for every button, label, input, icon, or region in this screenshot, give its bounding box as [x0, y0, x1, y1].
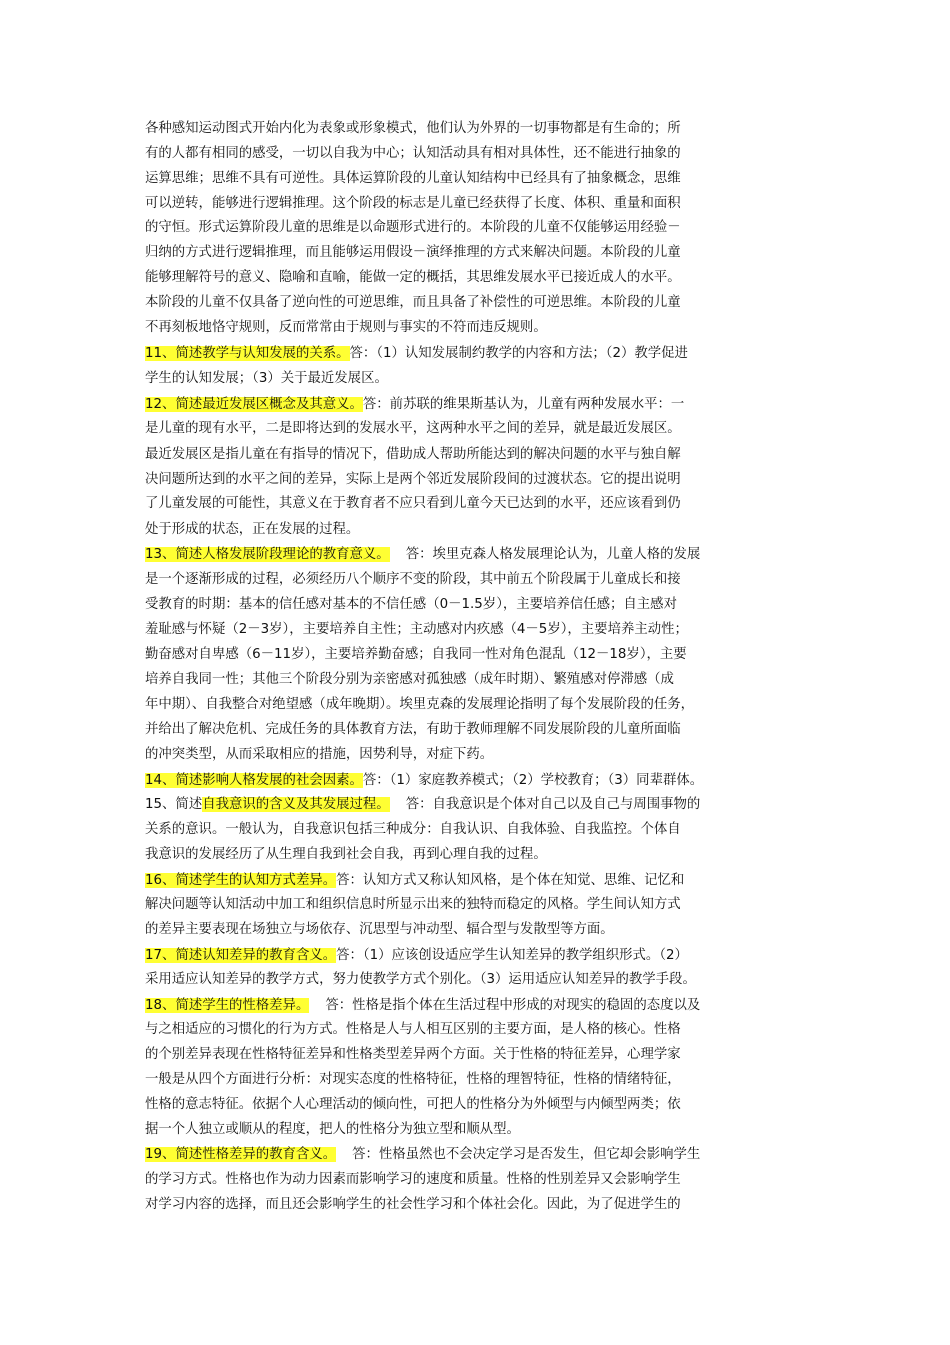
- answer-text: 答：自我意识是个体对自己以及自己与周围事物的: [405, 797, 701, 812]
- question-title: 简述学生的认知方式差异。: [175, 873, 337, 888]
- answer-text: 答：前苏联的维果斯基认为，儿童有两种发展水平：一: [362, 397, 685, 412]
- question-15: [145, 796, 810, 814]
- question-number: 18、: [145, 998, 176, 1013]
- question-14: [145, 772, 810, 790]
- question-title: 自我意识的含义及其发展过程。: [202, 797, 390, 812]
- text-line: 是一个逐渐形成的过程，必须经历八个顺序不变的阶段，其中前五个阶段属于儿童成长和接: [145, 572, 681, 587]
- question-17: [145, 947, 810, 965]
- question-title: 简述学生的性格差异。: [175, 998, 310, 1013]
- text-line: 并给出了解决危机、完成任务的具体教育方法，有助于教师理解不同发展阶段的儿童所面临: [145, 722, 681, 737]
- question-11: [145, 345, 810, 363]
- answer-text: 答：性格是指个体在生活过程中形成的对现实的稳固的态度以及: [325, 998, 701, 1013]
- question-16: [145, 872, 810, 890]
- text-line: 有的人都有相同的感受，一切以自我为中心；认知活动具有相对具体性，还不能进行抽象的: [145, 146, 681, 161]
- text-line: 据一个人独立或顺从的程度，把人的性格分为独立型和顺从型。: [145, 1122, 520, 1137]
- text-line: 一般是从四个方面进行分析：对现实态度的性格特征，性格的理智特征，性格的情绪特征，: [145, 1072, 681, 1087]
- text-line: 勤奋感对自卑感（6－11岁），主要培养勤奋感；自我同一性对角色混乱（12－18岁），主要: [145, 647, 687, 662]
- text-line: 归纳的方式进行逻辑推理，而且能够运用假设－演绎推理的方式来解决问题。本阶段的儿童: [145, 245, 681, 260]
- question-number: 17、: [145, 948, 176, 963]
- question-12: [145, 396, 810, 414]
- text-line: 是儿童的现有水平，二是即将达到的发展水平，这两种水平之间的差异，就是最近发展区。: [145, 421, 681, 436]
- answer-text: 答：（1）认知发展制约教学的内容和方法；（2）教学促进: [349, 346, 688, 361]
- text-line: 可以逆转，能够进行逻辑推理。这个阶段的标志是儿童已经获得了长度、体积、重量和面积: [145, 196, 681, 211]
- text-line: 学生的认知发展；（3）关于最近发展区。: [145, 371, 388, 386]
- answer-text: 答：认知方式又称认知风格，是个体在知觉、思维、记忆和: [336, 873, 685, 888]
- question-number: 14、: [145, 773, 176, 788]
- question-number: 15、简述: [145, 797, 203, 812]
- question-number: 13、: [145, 547, 176, 562]
- text-line: 最近发展区是指儿童在有指导的情况下，借助成人帮助所能达到的解决问题的水平与独自解: [145, 447, 681, 462]
- question-number: 12、: [145, 397, 176, 412]
- question-title: 简述教学与认知发展的关系。: [175, 346, 350, 361]
- text-line: 培养自我同一性；其他三个阶段分别为亲密感对孤独感（成年时期）、繁殖感对停滞感（成: [145, 672, 674, 687]
- text-line: 能够理解符号的意义、隐喻和直喻，能做一定的概括，其思维发展水平已接近成人的水平。: [145, 270, 681, 285]
- question-13: [145, 546, 810, 564]
- question-number: 11、: [145, 346, 176, 361]
- text-line: 羞耻感与怀疑（2－3岁），主要培养自主性；主动感对内疚感（4－5岁），主要培养主动性；: [145, 622, 688, 637]
- text-line: 受教育的时期：基本的信任感对基本的不信任感（0－1.5岁），主要培养信任感；自主感对: [145, 597, 677, 612]
- answer-text: 答：（1）应该创设适应学生认知差异的教学组织形式。（2）: [336, 948, 688, 963]
- question-18: [145, 997, 810, 1015]
- text-line: 性格的意志特征。依据个人心理活动的倾向性，可把人的性格分为外倾型与内倾型两类；依: [145, 1097, 681, 1112]
- text-line: 的冲突类型，从而采取相应的措施，因势利导，对症下药。: [145, 747, 494, 762]
- text-line: 决问题所达到的水平之间的差异，实际上是两个邻近发展阶段间的过渡状态。它的提出说明: [145, 472, 681, 487]
- question-title: 简述人格发展阶段理论的教育意义。: [175, 547, 390, 562]
- text-line: 运算思维；思维不具有可逆性。具体运算阶段的儿童认知结构中已经具有了抽象概念，思维: [145, 171, 681, 186]
- text-line: 本阶段的儿童不仅具备了逆向性的可逆思维，而且具备了补偿性的可逆思维。本阶段的儿童: [145, 295, 681, 310]
- question-title: 简述性格差异的教育含义。: [175, 1147, 337, 1162]
- question-title: 简述影响人格发展的社会因素。: [175, 773, 363, 788]
- answer-text: 答：（1）家庭教养模式；（2）学校教育；（3）同辈群体。: [362, 773, 704, 788]
- text-line: 解决问题等认知活动中加工和组织信息时所显示出来的独特而稳定的风格。学生间认知方式: [145, 897, 681, 912]
- question-number: 16、: [145, 873, 176, 888]
- question-title: 简述最近发展区概念及其意义。: [175, 397, 363, 412]
- answer-text: 答：性格虽然也不会决定学习是否发生，但它却会影响学生: [352, 1147, 701, 1162]
- text-line: 我意识的发展经历了从生理自我到社会自我，再到心理自我的过程。: [145, 847, 547, 862]
- question-title: 简述认知差异的教育含义。: [175, 948, 337, 963]
- text-line: 的差异主要表现在场独立与场依存、沉思型与冲动型、辐合型与发散型等方面。: [145, 922, 614, 937]
- text-line: 年中期）、自我整合对绝望感（成年晚期）。埃里克森的发展理论指明了每个发展阶段的任务，: [145, 697, 695, 712]
- text-line: 与之相适应的习惯化的行为方式。性格是人与人相互区别的主要方面，是人格的核心。性格: [145, 1022, 681, 1037]
- text-line: 处于形成的状态，正在发展的过程。: [145, 522, 360, 537]
- text-line: 不再刻板地恪守规则，反而常常由于规则与事实的不符而违反规则。: [145, 320, 547, 335]
- text-line: 的个别差异表现在性格特征差异和性格类型差异两个方面。关于性格的特征差异，心理学家: [145, 1047, 681, 1062]
- text-line: 的守恒。形式运算阶段儿童的思维是以命题形式进行的。本阶段的儿童不仅能够运用经验－: [145, 220, 681, 235]
- question-number: 19、: [145, 1147, 176, 1162]
- text-line: 了儿童发展的可能性，其意义在于教育者不应只看到儿童今天已达到的水平，还应该看到仍: [145, 496, 681, 511]
- text-line: 采用适应认知差异的教学方式，努力使教学方式个别化。（3）运用适应认知差异的教学手段。: [145, 972, 696, 987]
- text-line: 的学习方式。性格也作为动力因素而影响学习的速度和质量。性格的性别差异又会影响学生: [145, 1172, 681, 1187]
- text-line: 各种感知运动图式开始内化为表象或形象模式，他们认为外界的一切事物都是有生命的；所: [145, 121, 681, 136]
- text-line: 关系的意识。一般认为，自我意识包括三种成分：自我认识、自我体验、自我监控。个体自: [145, 822, 681, 837]
- question-19: [145, 1146, 810, 1164]
- answer-text: 答：埃里克森人格发展理论认为，儿童人格的发展: [405, 547, 701, 562]
- text-line: 对学习内容的选择，而且还会影响学生的社会性学习和个体社会化。因此，为了促进学生的: [145, 1197, 681, 1212]
